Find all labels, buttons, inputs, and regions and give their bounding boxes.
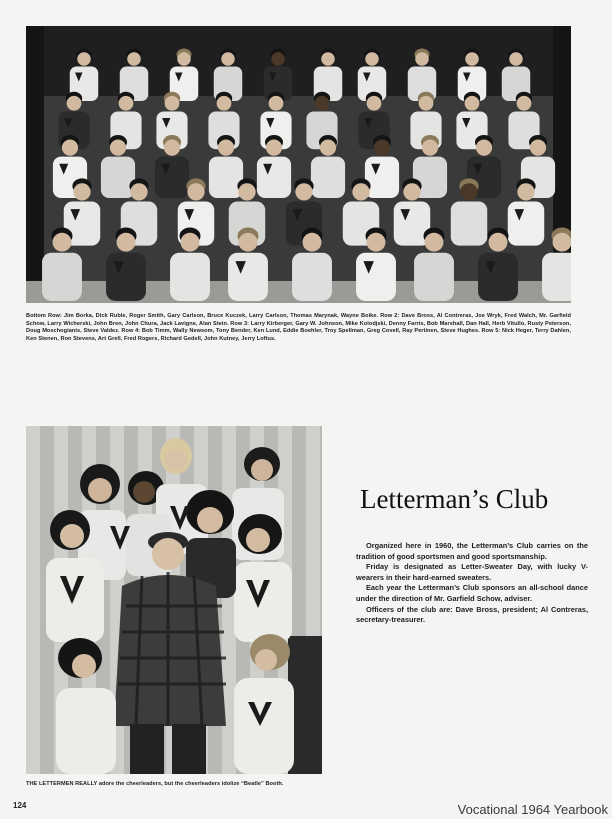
cheerleaders-photo xyxy=(26,426,322,774)
article-paragraph: Each year the Letterman’s Club sponsors an all-school dance under the direction of Mr. Garfield Schow, adviser. xyxy=(356,583,588,603)
article-title: Letterman’s Club xyxy=(360,484,549,514)
group-photo xyxy=(26,26,571,303)
cheerleaders-photo-caption: THE LETTERMEN REALLY adore the cheerleaders, but the cheerleaders idolize “Beatle” Booth. xyxy=(26,781,284,787)
cheerleaders-photo-image xyxy=(26,426,322,774)
article-paragraph: Friday is designated as Letter-Sweater Day, with lucky V-wearers in their hard-earned sweaters. xyxy=(356,562,588,582)
group-photo-caption: Bottom Row: Jim Borka, Dick Ruble, Roger Smith, Gary Carlson, Bruce Kuczek, Larry Carlson, Thomas Marynak, Wayne Boike. Row 2: Dave Bross, Al Contreras, Joe Wryk, Fred Walch, Mr. Garfield Schow, Larry Wicherski, John Bren, John Chura, Jack Lavigne, Alan Stein. Row 3: Larry Kirberger, Gary W. Johnson, Mike Kolodjski, Denny Farris, Bob Marshall, Dan Hall, Herb Vitullo, Rusty Peterson, Doug Moschogianis, Steve Valdez. Row 4: Bob Timm, Wally Newsom, Tony Bender, Ken Lund, Eddie Boehler, Troy Spellman, Greg Covell, Ray Pertinen, Steve Hughes. Row 5: Nick Heger, Terry Dahlen, Ken Stenen, Ron Stevens, Art Grell, Fred Rogers, Richard Gedell, John Kutney, Jerry Loftus. xyxy=(26,313,571,342)
yearbook-watermark: Vocational 1964 Yearbook xyxy=(457,802,608,817)
article-paragraph: Officers of the club are: Dave Bross, president; Al Contreras, secretary-treasurer. xyxy=(356,604,588,625)
article-paragraph: Organized here in 1960, the Letterman’s Club carries on the tradition of good sportsmen and good sportsmanship. xyxy=(356,541,588,561)
page-number: 124 xyxy=(13,801,27,810)
article-body xyxy=(356,541,588,626)
group-photo-image xyxy=(26,26,571,303)
